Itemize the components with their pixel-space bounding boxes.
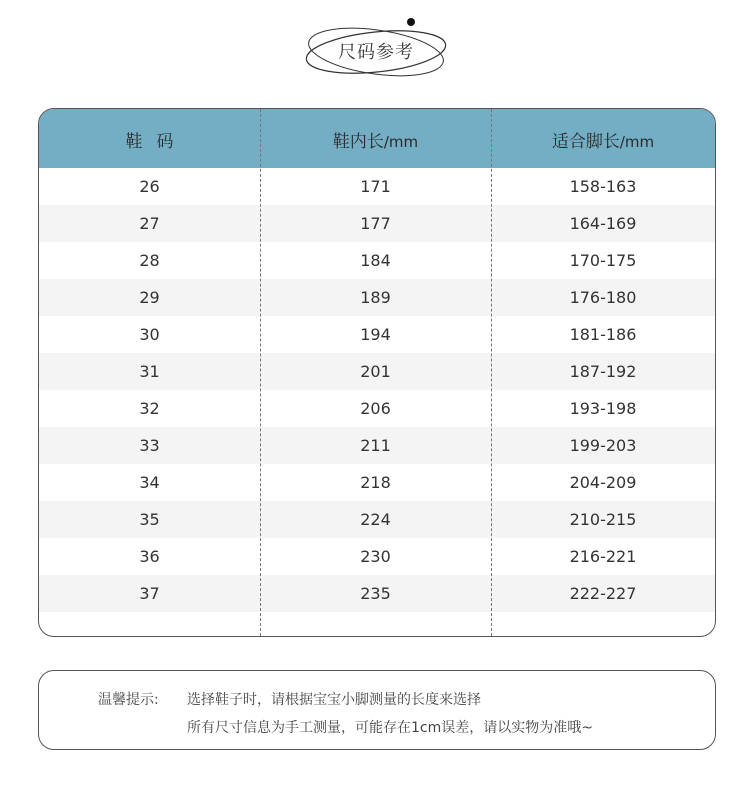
table-row [39,353,715,390]
cell-inner-length: 230 [360,547,391,566]
cell-foot-length: 210-215 [569,510,637,529]
cell-size: 32 [139,399,160,418]
tip-text-line: 选择鞋子时，请根据宝宝小脚测量的长度来选择 [187,692,481,708]
cell-inner-length: 235 [360,584,391,603]
cell-inner-length: 218 [360,473,391,492]
column-divider [491,109,492,636]
cell-inner-length: 224 [360,510,391,529]
table-row [39,242,715,279]
cell-size: 34 [139,473,160,492]
cell-foot-length: 170-175 [569,251,637,270]
cell-size: 27 [139,214,160,233]
cell-inner-length: 194 [360,325,391,344]
table-row [39,168,715,205]
cell-foot-length: 222-227 [569,584,637,603]
header-inner-length: 鞋内长/mm [332,132,419,152]
cell-inner-length: 177 [360,214,391,233]
cell-size: 26 [139,177,160,196]
table-header [39,109,715,168]
cell-foot-length: 187-192 [569,362,637,381]
table-row [39,390,715,427]
table-row [39,464,715,501]
table-row [39,501,715,538]
size-table [38,108,716,637]
cell-foot-length: 176-180 [569,288,637,307]
cell-size: 36 [139,547,160,566]
tip-text-line: 所有尺寸信息为手工测量，可能存在1cm误差，请以实物为准哦~ [187,720,593,736]
table-row [39,316,715,353]
table-row [39,205,715,242]
cell-foot-length: 204-209 [569,473,637,492]
cell-size: 30 [139,325,160,344]
cell-foot-length: 181-186 [569,325,637,344]
cell-foot-length: 199-203 [569,436,637,455]
column-divider [260,109,261,636]
cell-size: 37 [139,584,160,603]
cell-inner-length: 171 [360,177,391,196]
header-shoe-size: 鞋码 [125,132,188,152]
header-foot-length: 适合脚长/mm [551,132,655,152]
cell-inner-length: 206 [360,399,391,418]
page-title: 尺码参考 [338,42,414,63]
title-badge [300,14,452,84]
table-row [39,427,715,464]
cell-inner-length: 189 [360,288,391,307]
cell-inner-length: 184 [360,251,391,270]
cell-size: 35 [139,510,160,529]
cell-inner-length: 201 [360,362,391,381]
cell-size: 28 [139,251,160,270]
table-row [39,575,715,612]
cell-foot-length: 164-169 [569,214,637,233]
tip-label: 温馨提示: [98,692,159,708]
cell-foot-length: 193-198 [569,399,637,418]
tip-box [38,670,716,750]
cell-size: 33 [139,436,160,455]
table-row [39,279,715,316]
table-row [39,538,715,575]
cell-foot-length: 158-163 [569,177,637,196]
cell-size: 31 [139,362,160,381]
cell-size: 29 [139,288,160,307]
cell-inner-length: 211 [360,436,391,455]
cell-foot-length: 216-221 [569,547,637,566]
